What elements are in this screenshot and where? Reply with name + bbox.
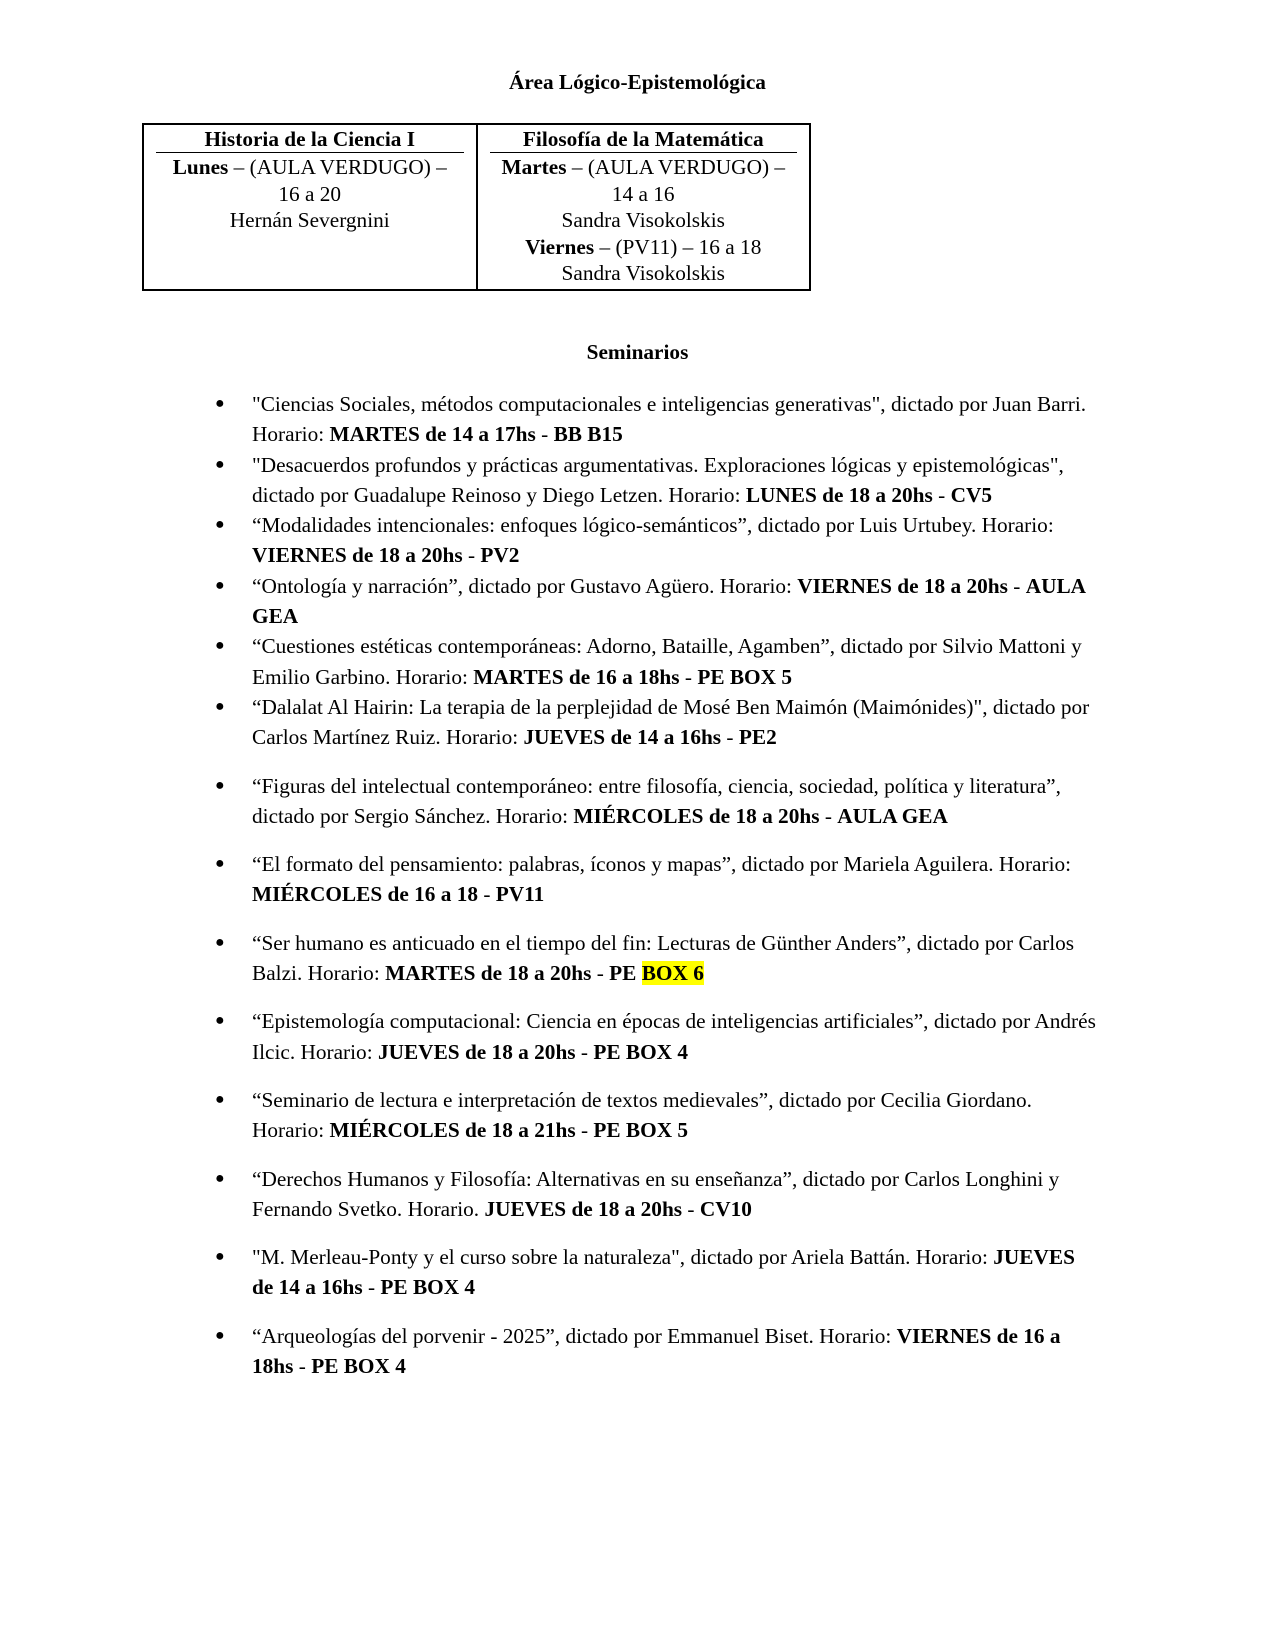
- seminar-room: PV11: [495, 882, 545, 907]
- seminar-schedule: MIÉRCOLES de 18 a 20hs: [573, 803, 820, 828]
- separator: -: [575, 1118, 594, 1143]
- course-name: Filosofía de la Matemática: [490, 126, 798, 153]
- seminar-description: “Cuestiones estéticas contemporáneas: Adorno, Bataille, Agamben”, dictado por Silvio Mattoni y Emilio Garbino. Horario:: [252, 634, 1082, 689]
- seminar-schedule: MARTES de 14 a 17hs: [329, 422, 536, 447]
- bullet-icon: ●: [215, 1090, 225, 1108]
- separator: -: [819, 803, 838, 828]
- course-cell-historia: [143, 124, 477, 290]
- bullet-icon: ●: [215, 637, 225, 655]
- separator: -: [535, 422, 554, 447]
- seminar-schedule: MIÉRCOLES de 16 a 18: [252, 882, 479, 907]
- bullet-icon: ●: [215, 516, 225, 534]
- seminar-item: [215, 1085, 1097, 1146]
- seminar-description: “Dalalat Al Hairin: La terapia de la perplejidad de Mosé Ben Maimón (Maimónides)", dictado por Carlos Martínez Ruiz. Horario:: [252, 694, 1090, 750]
- separator: -: [1007, 573, 1026, 598]
- seminar-schedule: JUEVES de 14 a 16hs: [252, 1245, 1075, 1300]
- session-day: Viernes: [525, 234, 595, 259]
- seminar-schedule: VIERNES de 16 a 18hs: [252, 1323, 1061, 1379]
- session-room: – (AULA VERDUGO) –: [566, 155, 786, 179]
- session-line: [488, 234, 800, 261]
- separator: -: [682, 1196, 700, 1221]
- session-line: [154, 154, 466, 181]
- session-day: Martes: [501, 155, 567, 179]
- courses-row: [143, 124, 810, 290]
- bullet-icon: ●: [215, 576, 225, 594]
- seminar-item: [215, 1321, 1097, 1382]
- seminar-item: [215, 849, 1097, 910]
- seminar-room: AULA GEA: [837, 803, 948, 828]
- separator: -: [293, 1354, 312, 1379]
- separator: -: [679, 664, 698, 689]
- session-room: – (PV11) – 16 a 18: [594, 234, 762, 259]
- seminar-description: “Figuras del intelectual contemporáneo: entre filosofía, ciencia, sociedad, política y literatura”, dictado por Sergio Sánchez. Horario:: [252, 773, 1061, 828]
- bullet-icon: ●: [215, 1012, 225, 1030]
- seminar-room: PV2: [480, 543, 520, 568]
- seminar-description: “Seminario de lectura e interpretación de textos medievales”, dictado por Cecilia Giordano. Horario:: [252, 1087, 1032, 1143]
- session-teacher: Sandra Visokolskis: [561, 261, 725, 285]
- seminar-schedule: MARTES de 16 a 18hs: [473, 664, 680, 689]
- bullet-icon: ●: [215, 933, 225, 951]
- seminar-room: PE BOX 4: [311, 1354, 406, 1379]
- bullet-icon: ●: [215, 395, 225, 412]
- seminar-item: [215, 771, 1097, 832]
- bullet-icon: ●: [215, 455, 225, 473]
- seminar-item: [215, 631, 1097, 692]
- seminar-schedule: MARTES de 18 a 20hs: [385, 961, 592, 986]
- bullet-icon: ●: [215, 855, 225, 873]
- separator: -: [575, 1039, 594, 1064]
- session-teacher: Sandra Visokolskis: [561, 208, 725, 232]
- seminar-schedule: JUEVES de 18 a 20hs: [377, 1039, 576, 1064]
- seminar-description: "M. Merleau-Ponty y el curso sobre la naturaleza", dictado por Ariela Battán. Horario:: [252, 1245, 994, 1270]
- separator: -: [591, 961, 610, 986]
- session-room: – (AULA VERDUGO) –: [228, 155, 447, 179]
- seminar-item: [215, 1242, 1097, 1303]
- seminar-item: [215, 1006, 1097, 1067]
- bullet-icon: ●: [215, 1248, 225, 1266]
- seminar-room: CV10: [699, 1196, 752, 1221]
- seminar-description: "Ciencias Sociales, métodos computacionales e inteligencias generativas", dictado por Juan Barri. Horario:: [252, 392, 1087, 447]
- seminar-room: PE BOX 4: [380, 1275, 476, 1300]
- separator: -: [462, 543, 481, 568]
- seminar-description: "Desacuerdos profundos y prácticas argumentativas. Exploraciones lógicas y epistemológicas", dictado por Guadalupe Reinoso y Diego Letzen. Horario:: [252, 452, 1064, 507]
- page-title: Área Lógico-Epistemológica: [509, 70, 766, 94]
- seminar-item: [215, 571, 1097, 632]
- seminar-description: “Modalidades intencionales: enfoques lógico-semánticos”, dictado por Luis Urtubey. Horario:: [252, 513, 1054, 538]
- seminar-room: PE BOX 5: [593, 1118, 689, 1143]
- bullet-icon: ●: [215, 776, 225, 794]
- session-time: 14 a 16: [611, 181, 675, 206]
- seminar-description: “Ontología y narración”, dictado por Gustavo Agüero. Horario:: [252, 573, 798, 598]
- seminar-item: [215, 450, 1097, 511]
- seminar-item: [215, 510, 1097, 571]
- seminar-schedule: JUEVES de 18 a 20hs: [484, 1196, 683, 1221]
- seminar-item: [215, 389, 1097, 450]
- session-line: [488, 154, 800, 181]
- separator: -: [932, 482, 951, 507]
- seminar-description: “Arqueologías del porvenir - 2025”, dictado por Emmanuel Biset. Horario:: [252, 1323, 897, 1348]
- seminars-title: Seminarios: [586, 340, 689, 364]
- seminar-item: [215, 928, 1097, 989]
- seminar-schedule: JUEVES de 14 a 16hs: [523, 725, 722, 750]
- seminar-description: “Ser humano es anticuado en el tiempo del fin: Lecturas de Günther Anders”, dictado por Carlos Balzi. Horario:: [252, 930, 1075, 986]
- session-day: Lunes: [172, 155, 229, 179]
- seminar-schedule: VIERNES de 18 a 20hs: [252, 543, 463, 568]
- seminar-room-highlight: BOX 6: [641, 961, 704, 986]
- seminar-room: PE BOX 4: [593, 1039, 689, 1064]
- seminar-room: PE BOX 5: [697, 664, 792, 689]
- seminar-room: AULA GEA: [252, 573, 1085, 629]
- seminar-description: “Epistemología computacional: Ciencia en épocas de inteligencias artificiales”, dictado por Andrés Ilcic. Horario:: [252, 1009, 1096, 1064]
- seminar-description: “El formato del pensamiento: palabras, íconos y mapas”, dictado por Mariela Aguilera. Horario:: [252, 852, 1072, 877]
- separator: -: [362, 1275, 381, 1300]
- seminar-item: [215, 1164, 1097, 1225]
- course-cell-matematica: [477, 124, 811, 290]
- bullet-icon: ●: [215, 1326, 225, 1344]
- session-teacher: Hernán Severgnini: [229, 208, 390, 232]
- courses-table: [142, 123, 811, 291]
- seminars-list: [215, 389, 1097, 1381]
- separator: -: [478, 882, 496, 907]
- seminar-room: PE: [609, 961, 642, 986]
- seminar-room: BB B15: [553, 422, 623, 447]
- bullet-icon: ●: [215, 697, 225, 715]
- seminar-schedule: VIERNES de 18 a 20hs: [797, 573, 1008, 598]
- course-name: Historia de la Ciencia I: [156, 126, 464, 153]
- seminar-schedule: LUNES de 18 a 20hs: [745, 482, 933, 507]
- seminar-schedule: MIÉRCOLES de 18 a 21hs: [329, 1118, 576, 1143]
- separator: -: [721, 725, 739, 750]
- session-time: 16 a 20: [278, 181, 342, 206]
- seminar-item: [215, 692, 1097, 753]
- seminar-room: PE2: [738, 725, 777, 750]
- seminar-room: CV5: [950, 482, 992, 507]
- seminar-description: “Derechos Humanos y Filosofía: Alternativas en su enseñanza”, dictado por Carlos Longhini y Fernando Svetko. Horario.: [252, 1166, 1060, 1221]
- bullet-icon: ●: [215, 1169, 225, 1187]
